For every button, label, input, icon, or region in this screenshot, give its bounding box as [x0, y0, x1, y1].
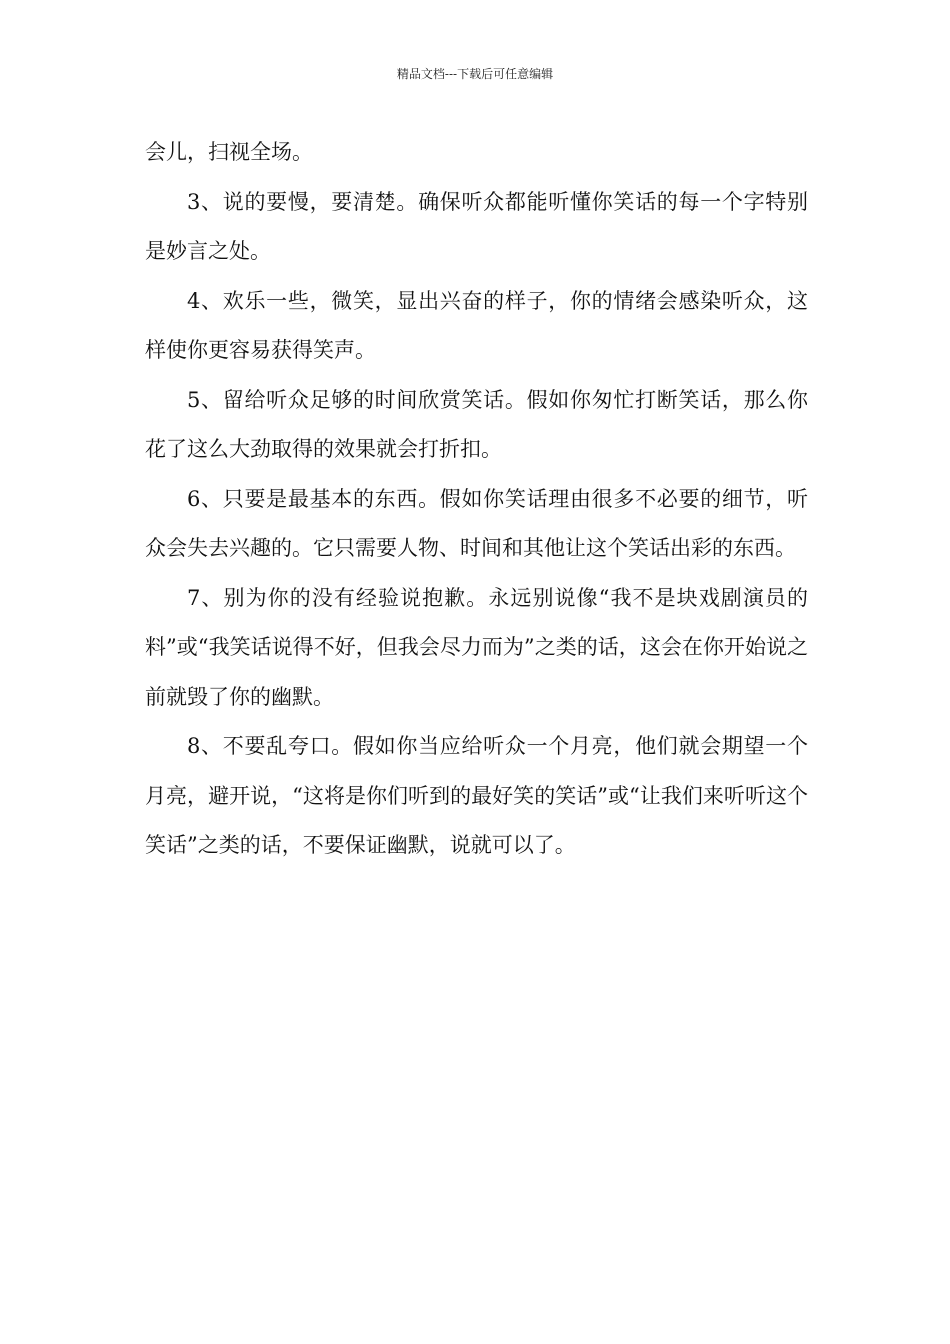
paragraph-tip-6: 6、只要是最基本的东西。假如你笑话理由很多不必要的细节，听众会失去兴趣的。它只需要人物、时间和其他让这个笑话出彩的东西。 [145, 486, 808, 560]
document-body [145, 128, 808, 871]
paragraph-tip-3: 3、说的要慢，要清楚。确保听众都能听懂你笑话的每一个字特别是妙言之处。 [145, 189, 808, 263]
paragraph-tip-5: 5、留给听众足够的时间欣赏笑话。假如你匆忙打断笑话，那么你花了这么大劲取得的效果就会打折扣。 [145, 387, 808, 461]
page-header: 精品文档---下载后可任意编辑 [396, 67, 554, 81]
paragraph-tip-8: 8、不要乱夸口。假如你当应给听众一个月亮，他们就会期望一个月亮，避开说，“这将是你们听到的最好笑的笑话”或“让我们来听听这个笑话”之类的话，不要保证幽默，说就可以了。 [145, 734, 808, 857]
paragraph-continuation: 会儿，扫视全场。 [145, 140, 313, 164]
paragraph-tip-4: 4、欢乐一些，微笑，显出兴奋的样子，你的情绪会感染听众，这样使你更容易获得笑声。 [145, 288, 808, 362]
paragraph-tip-7: 7、别为你的没有经验说抱歉。永远别说像“我不是块戏剧演员的料”或“我笑话说得不好，但我会尽力而为”之类的话，这会在你开始说之前就毁了你的幽默。 [145, 585, 808, 709]
